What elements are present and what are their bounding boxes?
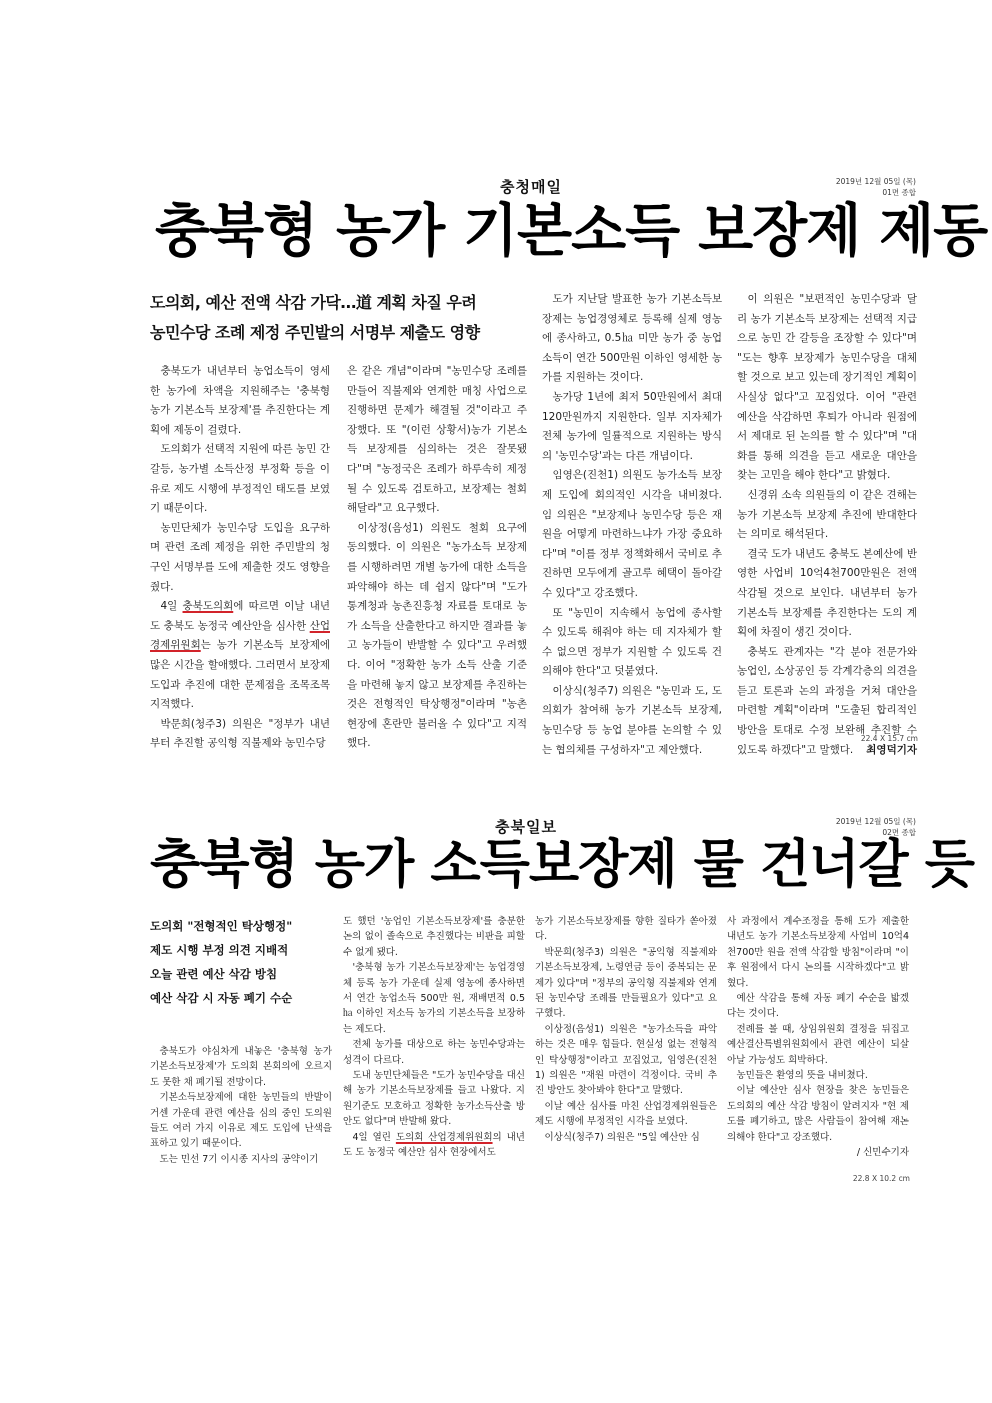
subheadline-group bbox=[150, 288, 530, 348]
highlighted-term: 충북도의회 bbox=[182, 600, 234, 613]
article-column-4 bbox=[727, 914, 909, 1161]
page-section: 02면 종합 bbox=[882, 828, 916, 837]
text-run: 충북도 관계자는 "각 분야 전문가와 농업인, 소상공인 등 각계각층의 의견을 듣고 토론과 논의 과정을 거쳐 대안을 마련할 계획"이라며 "도출된 합리적인 방안을 토대로 수정 보완해 추진할 수 있도록 하겠다"고 말했다. bbox=[737, 645, 917, 756]
clipping-size: 22.8 X 10.2 cm bbox=[852, 1174, 910, 1183]
paragraph: 농민들은 환영의 뜻을 내비쳤다. bbox=[736, 1070, 868, 1082]
paragraph: 또 "농민이 지속해서 농업에 종사할 수 있도록 해줘야 하는 데 지자체가 할 수 없으면 정부가 지원할 수 있도록 건의해야 한다"고 덧붙였다. bbox=[542, 606, 722, 678]
paragraph: 충북도가 야심차게 내놓은 '충북형 농가 기본소득보장제'가 도의회 본회의에 오르지도 못한 채 폐기될 전망이다. bbox=[150, 1046, 332, 1088]
paragraph: '충북형 농가 기본소득보장제'는 농업경영체 등록 농가 가운데 실제 영농에 종사하면서 연간 농업소득 500만 원, 재배면적 0.5㏊ 이하인 저소득 농가의 기본소득을 보장하는 제도다. bbox=[343, 962, 525, 1035]
publish-date: 2019년 12월 05일 (목) bbox=[835, 177, 916, 186]
newspaper-masthead: 충북일보 bbox=[495, 818, 557, 836]
paragraph: 도는 민선 7기 이시종 지사의 공약이기 bbox=[159, 1153, 319, 1165]
paragraph: 이날 예산 심사를 마친 산업경제위원들은 제도 시행에 부정적인 시각을 보였다. bbox=[535, 1100, 717, 1128]
paragraph: 이상식(청주7) 의원은 "5일 예산안 심 bbox=[544, 1131, 700, 1143]
article-column-1 bbox=[150, 1044, 332, 1167]
paragraph: 사 과정에서 계수조정을 통해 도가 제출한 내년도 농가 기본소득보장제 사업비 10억4천700만 원을 전액 삭감할 방침"이라며 "이후 원점에서 다시 논의를 시작하겠다"고 밝혔다. bbox=[727, 916, 909, 989]
paragraph: 임영은(진천1) 의원도 농가소득 보장제 도입에 회의적인 시각을 내비쳤다. 임 의원은 "보장제나 농민수당 등은 재원을 어떻게 마련하느냐가 가장 중요하다"며 "이를 정부 정책화해서 국비로 추진하면 모두에게 골고루 혜택이 돌아갈 수 있다"고 강조했다. bbox=[542, 469, 722, 599]
subheadline: 오늘 관련 예산 삭감 방침 bbox=[150, 967, 278, 981]
article-headline: 충북형 농가 기본소득 보장제 제동 bbox=[155, 198, 988, 264]
article-column-4 bbox=[737, 290, 917, 760]
publish-date: 2019년 12월 05일 (목) bbox=[835, 817, 916, 826]
text-run: 에 따르면 이날 내년도 충북도 농정국 예산안을 심사한 bbox=[150, 600, 330, 632]
paragraph: 이 의원은 "보편적인 농민수당과 달리 농가 기본소득 보장제는 선택적 지급으로 농민 간 갈등을 조장할 수 있다"며 "도는 향후 보장제가 농민수당을 대체할 것으로 보고 있는데 장기적인 계획이 사실상 없다"고 꼬집었다. 이어 "관련 예산을 삭감하면 후퇴가 아니라 원점에서 제대로 된 논의를 할 수 있다"며 "대화를 통해 의견을 듣고 새로운 대안을 찾는 고민을 해야 한다"고 밝혔다. bbox=[737, 293, 917, 482]
article-headline: 충북형 농가 소득보장제 물 건너갈 듯 bbox=[150, 835, 974, 895]
paragraph: 도내 농민단체들은 "도가 농민수당을 대신해 농가 기본소득보장제를 들고 나왔다. 지원기준도 모호하고 정확한 농가소득산출 방안도 없다"며 반발해 왔다. bbox=[343, 1070, 525, 1128]
article-column-1 bbox=[150, 362, 330, 754]
paragraph: 전례를 볼 때, 상임위원회 결정을 뒤집고 예산결산특별위원회에서 관련 예산이 되살아날 가능성도 희박하다. bbox=[727, 1023, 909, 1066]
paragraph: 신경위 소속 의원들의 이 같은 견해는 농가 기본소득 보장제 추진에 반대한다는 의미로 해석된다. bbox=[737, 488, 917, 541]
byline: / 신민수기자 bbox=[856, 1147, 909, 1159]
subheadline: 도의회 "전형적인 탁상행정" bbox=[150, 919, 293, 933]
byline: 최영덕기자 bbox=[866, 743, 917, 756]
paragraph: 농가당 1년에 최저 50만원에서 최대 120만원까지 지원한다. 일부 지자체가 전체 농가에 일률적으로 지원하는 방식의 '농민수당'과는 다른 개념이다. bbox=[542, 390, 722, 462]
subheadline-group bbox=[150, 914, 335, 1010]
paragraph: 도가 지난달 발표한 농가 기본소득보장제는 농업경영체로 등록해 실제 영농에 종사하고, 0.5㏊ 미만 농가 중 농업소득이 연간 500만원 이하인 영세한 농가를 지원하는 것이다. bbox=[542, 293, 722, 384]
paragraph: 이날 예산안 심사 현장을 찾은 농민들은 도의회의 예산 삭감 방침이 알려지자 "현 제도를 폐기하고, 많은 사람들이 참여해 재논의해야 한다"고 강조했다. bbox=[727, 1085, 909, 1143]
text-run: 는 농가 기본소득 보장제에 많은 시간을 할애했다. 그러면서 보장제 도입과 추진에 대한 문제점을 조목조목 지적했다. bbox=[150, 639, 330, 711]
article-column-2 bbox=[343, 914, 525, 1161]
article-column-3 bbox=[535, 914, 717, 1145]
clipping-size: 22.4 X 15.7 cm bbox=[860, 734, 918, 743]
paragraph: 이상정(음성1) 의원은 "농가소득을 파악하는 것은 매우 힘들다. 현실성 없는 전형적인 탁상행정"이라고 꼬집었고, 임영은(진천1) 의원은 "재원 마련이 걱정이다. 국비 추진 방안도 찾아봐야 한다"고 말했다. bbox=[535, 1023, 717, 1097]
article-column-2 bbox=[347, 362, 527, 754]
paragraph bbox=[343, 1130, 525, 1161]
paragraph: 충북도가 내년부터 농업소득이 영세한 농가에 차액을 지원해주는 '충북형 농가 기본소득 보장제'를 추진한다는 계획에 제동이 걸렸다. bbox=[150, 365, 330, 436]
newspaper-masthead: 충청매일 bbox=[500, 178, 562, 196]
highlighted-term: 산업경제위원회 bbox=[150, 619, 330, 652]
text-run: 4일 열린 bbox=[352, 1131, 396, 1143]
paragraph: 박문희(청주3) 의원은 "정부가 내년부터 추진할 공익형 직불제와 농민수당 bbox=[150, 717, 330, 750]
paragraph: 예산 삭감을 통해 자동 폐기 수순을 밟겠다는 것이다. bbox=[727, 993, 909, 1020]
paragraph: 도 했던 '농업인 기본소득보장제'를 충분한 논의 없이 졸속으로 추진했다는 비판을 피할 수 없게 됐다. bbox=[343, 916, 525, 958]
article-column-3 bbox=[542, 290, 722, 760]
subheadline: 도의회, 예산 전액 삭감 가닥…道 계획 차질 우려 bbox=[150, 293, 477, 312]
subheadline: 예산 삭감 시 자동 폐기 수순 bbox=[150, 991, 293, 1005]
paragraph: 결국 도가 내년도 충북도 본예산에 반영한 사업비 10억4천700만원은 전액 삭감될 것으로 보인다. 내년부터 농가 기본소득 보장제를 추진한다는 도의 계획에 차질이 생긴 것이다. bbox=[737, 547, 917, 639]
page-section: 01면 종합 bbox=[882, 188, 916, 197]
subheadline: 제도 시행 부정 의견 지배적 bbox=[150, 943, 289, 957]
text-run: 4일 bbox=[160, 600, 183, 613]
paragraph: 전체 농가를 대상으로 하는 농민수당과는 성격이 다르다. bbox=[343, 1039, 525, 1066]
byline-row bbox=[727, 1145, 909, 1160]
paragraph: 이상식(청주7) 의원은 "농민과 도, 도의회가 참여해 농가 기본소득 보장제, 농민수당 등 농업 분야를 논의할 수 있는 협의체를 구성하자"고 제안했다. bbox=[542, 684, 722, 756]
paragraph: 농가 기본소득보장제를 향한 질타가 쏟아졌다. bbox=[535, 916, 717, 943]
paragraph: 박문희(청주3) 의원은 "공익형 직불제와 기본소득보장제, 노령연금 등이 중복되는 문제가 있다"며 "정부의 공익형 직불제와 연계된 농민수당 조례를 만들필요가 있다"고 요구했다. bbox=[535, 946, 717, 1020]
paragraph: 기본소득보장제에 대한 농민들의 반발이 거센 가운데 관련 예산을 심의 중인 도의원들도 여러 가지 이유로 제도 도입에 난색을 표하고 있기 때문이다. bbox=[150, 1092, 332, 1150]
text-run: 의 내년도 도 농정국 예산안 심사 현장에서도 bbox=[343, 1131, 525, 1159]
paragraph: 도의회가 선택적 지원에 따른 농민 간 갈등, 농가별 소득산정 부정확 등을 이유로 제도 시행에 부정적인 태도를 보였기 때문이다. bbox=[150, 443, 330, 515]
paragraph: 이상정(음성1) 의원도 철회 요구에 동의했다. 이 의원은 "농가소득 보장제를 시행하려면 개별 농가에 대한 소득을 파악해야 하는 데 쉽지 않다"며 "도가 통계청과 농촌진흥청 자료를 토대로 농가 소득을 산출한다고 하지만 결과를 놓고 농가들이 반발할 수 있다"고 우려했다. 이어 "정확한 농가 소득 산출 기준을 마련해 놓지 않고 보장제를 추진하는 것은 전형적인 탁상행정"이라며 "농촌 현장에 혼란만 불러올 수 있다"고 지적했다. bbox=[347, 521, 527, 750]
subheadline: 농민수당 조례 제정 주민발의 서명부 제출도 영향 bbox=[150, 323, 480, 342]
highlighted-term: 도의회 산업경제위원회 bbox=[395, 1131, 493, 1143]
paragraph bbox=[150, 597, 330, 715]
paragraph: 농민단체가 농민수당 도입을 요구하며 관련 조례 제정을 위한 주민발의 청구인 서명부를 도에 제출한 것도 영향을 줬다. bbox=[150, 521, 330, 593]
article-meta bbox=[836, 176, 916, 198]
paragraph: 은 같은 개념"이라며 "농민수당 조례를 만들어 직불제와 연계한 매칭 사업으로 진행하면 문제가 해결될 것"이라고 주장했다. 또 "(이런 상황서)농가 기본소득 보장제를 심의하는 것은 잘못됐다"며 "농정국은 조례가 하루속히 제정될 수 있도록 검토하고, 보장제는 철회해달라"고 요구했다. bbox=[347, 365, 527, 515]
